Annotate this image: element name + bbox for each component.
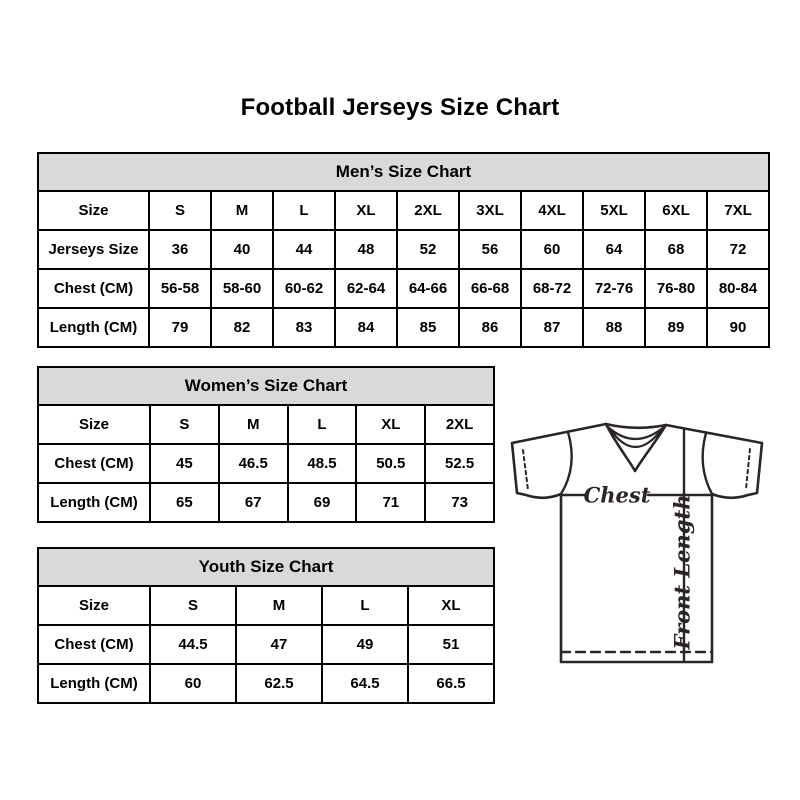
value-cell: 79 — [150, 309, 210, 346]
value-cell: 62-64 — [336, 270, 396, 307]
value-cell: 44.5 — [151, 626, 235, 663]
value-cell: 66-68 — [460, 270, 520, 307]
value-cell: 48 — [336, 231, 396, 268]
value-cell: S — [150, 192, 210, 229]
front-length-label: Front Length — [669, 494, 695, 650]
value-cell: 86 — [460, 309, 520, 346]
value-cell: XL — [357, 406, 424, 443]
value-cell: 68-72 — [522, 270, 582, 307]
value-cell: 72-76 — [584, 270, 644, 307]
value-cell: 60-62 — [274, 270, 334, 307]
value-cell: M — [212, 192, 272, 229]
page-title: Football Jerseys Size Chart — [240, 94, 560, 121]
value-cell: 51 — [409, 626, 493, 663]
value-cell: 47 — [237, 626, 321, 663]
jersey-diagram-icon — [502, 410, 772, 670]
value-cell: 64-66 — [398, 270, 458, 307]
value-cell: 60 — [151, 665, 235, 702]
row-header-cell: Jerseys Size — [39, 231, 148, 268]
value-cell: 87 — [522, 309, 582, 346]
value-cell: 56-58 — [150, 270, 210, 307]
value-cell: M — [237, 587, 321, 624]
mens-size-table — [37, 152, 770, 348]
value-cell: L — [289, 406, 356, 443]
womens-size-table — [37, 366, 495, 523]
mens-table-grid — [39, 192, 768, 346]
value-cell: 7XL — [708, 192, 768, 229]
value-cell: 76-80 — [646, 270, 706, 307]
value-cell: M — [220, 406, 287, 443]
value-cell: 45 — [151, 445, 218, 482]
value-cell: 71 — [357, 484, 424, 521]
value-cell: L — [274, 192, 334, 229]
value-cell: 40 — [212, 231, 272, 268]
womens-table-grid — [39, 406, 493, 521]
value-cell: 52.5 — [426, 445, 493, 482]
value-cell: 46.5 — [220, 445, 287, 482]
value-cell: 52 — [398, 231, 458, 268]
youth-table-title: Youth Size Chart — [39, 549, 493, 585]
value-cell: 58-60 — [212, 270, 272, 307]
row-header-cell: Size — [39, 587, 149, 624]
youth-table-grid — [39, 587, 493, 702]
value-cell: 64.5 — [323, 665, 407, 702]
value-cell: 2XL — [398, 192, 458, 229]
value-cell: 72 — [708, 231, 768, 268]
value-cell: 6XL — [646, 192, 706, 229]
value-cell: XL — [336, 192, 396, 229]
row-header-cell: Size — [39, 406, 149, 443]
jersey-measurement-diagram — [502, 410, 772, 670]
value-cell: 89 — [646, 309, 706, 346]
value-cell: 62.5 — [237, 665, 321, 702]
value-cell: 4XL — [522, 192, 582, 229]
value-cell: 48.5 — [289, 445, 356, 482]
value-cell: 36 — [150, 231, 210, 268]
value-cell: 65 — [151, 484, 218, 521]
womens-table-title: Women’s Size Chart — [39, 368, 493, 404]
chest-label: Chest — [583, 482, 651, 508]
value-cell: S — [151, 587, 235, 624]
value-cell: 50.5 — [357, 445, 424, 482]
row-header-cell: Length (CM) — [39, 309, 148, 346]
value-cell: 56 — [460, 231, 520, 268]
value-cell: L — [323, 587, 407, 624]
value-cell: 69 — [289, 484, 356, 521]
value-cell: 60 — [522, 231, 582, 268]
value-cell: XL — [409, 587, 493, 624]
value-cell: 3XL — [460, 192, 520, 229]
row-header-cell: Chest (CM) — [39, 445, 149, 482]
row-header-cell: Length (CM) — [39, 665, 149, 702]
row-header-cell: Length (CM) — [39, 484, 149, 521]
value-cell: 67 — [220, 484, 287, 521]
value-cell: 83 — [274, 309, 334, 346]
value-cell: 90 — [708, 309, 768, 346]
value-cell: 80-84 — [708, 270, 768, 307]
row-header-cell: Size — [39, 192, 148, 229]
value-cell: 64 — [584, 231, 644, 268]
youth-size-table — [37, 547, 495, 704]
value-cell: 85 — [398, 309, 458, 346]
mens-table-title: Men’s Size Chart — [39, 154, 768, 190]
value-cell: 84 — [336, 309, 396, 346]
value-cell: 5XL — [584, 192, 644, 229]
jersey-outline — [512, 424, 762, 662]
value-cell: 82 — [212, 309, 272, 346]
value-cell: 88 — [584, 309, 644, 346]
value-cell: 66.5 — [409, 665, 493, 702]
value-cell: 2XL — [426, 406, 493, 443]
row-header-cell: Chest (CM) — [39, 270, 148, 307]
value-cell: 68 — [646, 231, 706, 268]
value-cell: 73 — [426, 484, 493, 521]
value-cell: 44 — [274, 231, 334, 268]
value-cell: 49 — [323, 626, 407, 663]
row-header-cell: Chest (CM) — [39, 626, 149, 663]
value-cell: S — [151, 406, 218, 443]
